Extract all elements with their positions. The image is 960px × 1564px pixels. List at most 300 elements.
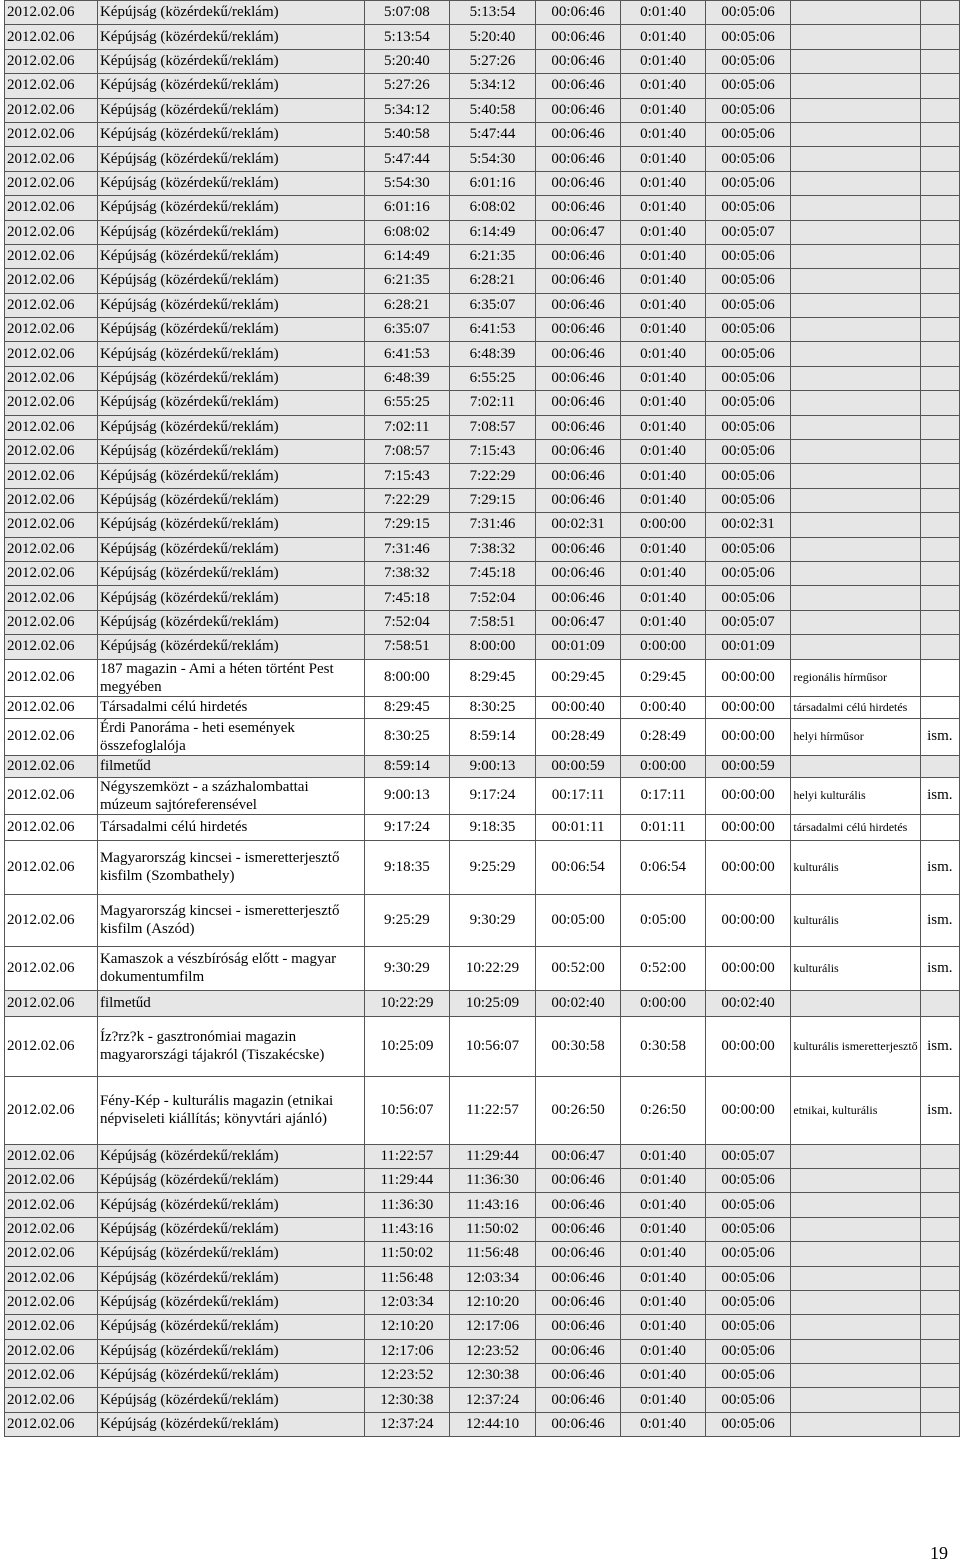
cell-dur: 00:02:31 (535, 513, 621, 537)
schedule-row (5, 561, 960, 585)
cell-diff: 00:02:40 (705, 990, 791, 1016)
cell-rec: 0:01:40 (621, 25, 705, 49)
cell-program: Négyszemközt - a százhalombattai múzeum sajtóreferensével (97, 777, 364, 814)
cell-dur: 00:06:46 (535, 318, 621, 342)
cell-program: Képújság (közérdekű/reklám) (97, 1364, 364, 1388)
cell-date: 2012.02.06 (5, 659, 98, 696)
cell-dur: 00:06:46 (535, 1193, 621, 1217)
cell-diff: 00:05:06 (705, 196, 791, 220)
cell-category (791, 244, 920, 268)
cell-rec: 0:01:40 (621, 122, 705, 146)
schedule-row (5, 269, 960, 293)
cell-rec: 0:01:40 (621, 415, 705, 439)
schedule-row (5, 220, 960, 244)
cell-dur: 00:06:46 (535, 244, 621, 268)
cell-date: 2012.02.06 (5, 561, 98, 585)
cell-program: Képújság (közérdekű/reklám) (97, 220, 364, 244)
cell-category (791, 25, 920, 49)
cell-rec: 0:01:40 (621, 1, 705, 25)
cell-date: 2012.02.06 (5, 1364, 98, 1388)
cell-category: etnikai, kulturális (791, 1076, 920, 1144)
cell-start: 6:35:07 (364, 318, 450, 342)
cell-start: 9:17:24 (364, 814, 450, 840)
schedule-row (5, 777, 960, 814)
cell-program: filmetűd (97, 990, 364, 1016)
cell-category (791, 147, 920, 171)
cell-diff: 00:05:06 (705, 440, 791, 464)
cell-dur: 00:06:46 (535, 1315, 621, 1339)
cell-rep (920, 74, 959, 98)
cell-diff: 00:05:06 (705, 171, 791, 195)
cell-category (791, 1242, 920, 1266)
schedule-row (5, 537, 960, 561)
cell-date: 2012.02.06 (5, 415, 98, 439)
schedule-table (4, 0, 960, 1437)
cell-rec: 0:28:49 (621, 718, 705, 755)
cell-rec: 0:01:40 (621, 244, 705, 268)
cell-program: Képújság (közérdekű/reklám) (97, 122, 364, 146)
cell-diff: 00:00:00 (705, 1016, 791, 1076)
cell-program: Képújság (közérdekű/reklám) (97, 171, 364, 195)
schedule-row (5, 1217, 960, 1241)
cell-date: 2012.02.06 (5, 718, 98, 755)
cell-rep (920, 293, 959, 317)
cell-date: 2012.02.06 (5, 840, 98, 894)
cell-rec: 0:01:40 (621, 171, 705, 195)
schedule-row (5, 1290, 960, 1314)
cell-end: 5:27:26 (450, 49, 536, 73)
cell-date: 2012.02.06 (5, 1217, 98, 1241)
cell-end: 11:29:44 (450, 1144, 536, 1168)
cell-start: 6:14:49 (364, 244, 450, 268)
cell-category (791, 122, 920, 146)
cell-diff: 00:05:06 (705, 1193, 791, 1217)
cell-diff: 00:02:31 (705, 513, 791, 537)
cell-rep (920, 1339, 959, 1363)
cell-end: 10:56:07 (450, 1016, 536, 1076)
cell-end: 11:22:57 (450, 1076, 536, 1144)
cell-end: 11:43:16 (450, 1193, 536, 1217)
schedule-row (5, 415, 960, 439)
cell-date: 2012.02.06 (5, 98, 98, 122)
cell-rep (920, 220, 959, 244)
cell-end: 7:22:29 (450, 464, 536, 488)
cell-rep (920, 1168, 959, 1192)
cell-dur: 00:06:46 (535, 98, 621, 122)
cell-start: 7:52:04 (364, 610, 450, 634)
cell-program: Képújság (közérdekű/reklám) (97, 464, 364, 488)
cell-end: 12:10:20 (450, 1290, 536, 1314)
cell-date: 2012.02.06 (5, 318, 98, 342)
cell-rec: 0:01:40 (621, 1242, 705, 1266)
cell-end: 5:34:12 (450, 74, 536, 98)
cell-start: 9:00:13 (364, 777, 450, 814)
cell-start: 12:03:34 (364, 1290, 450, 1314)
cell-end: 10:25:09 (450, 990, 536, 1016)
cell-dur: 00:06:46 (535, 586, 621, 610)
cell-end: 12:44:10 (450, 1412, 536, 1436)
cell-category (791, 537, 920, 561)
cell-start: 5:27:26 (364, 74, 450, 98)
cell-category (791, 635, 920, 659)
cell-dur: 00:06:46 (535, 171, 621, 195)
cell-diff: 00:05:06 (705, 1364, 791, 1388)
cell-dur: 00:06:46 (535, 488, 621, 512)
cell-diff: 00:05:06 (705, 586, 791, 610)
cell-program: Képújság (közérdekű/reklám) (97, 1388, 364, 1412)
cell-rep: ism. (920, 840, 959, 894)
cell-rep (920, 122, 959, 146)
cell-program: Képújság (közérdekű/reklám) (97, 49, 364, 73)
cell-rec: 0:01:40 (621, 1266, 705, 1290)
cell-diff: 00:00:59 (705, 755, 791, 777)
cell-diff: 00:05:07 (705, 610, 791, 634)
cell-dur: 00:06:46 (535, 415, 621, 439)
cell-dur: 00:06:46 (535, 147, 621, 171)
cell-dur: 00:06:46 (535, 269, 621, 293)
cell-dur: 00:06:46 (535, 25, 621, 49)
cell-program: Képújság (közérdekű/reklám) (97, 196, 364, 220)
cell-rep (920, 537, 959, 561)
cell-rec: 0:01:40 (621, 1339, 705, 1363)
cell-date: 2012.02.06 (5, 49, 98, 73)
cell-program: Képújság (közérdekű/reklám) (97, 1266, 364, 1290)
schedule-row (5, 1388, 960, 1412)
cell-end: 7:58:51 (450, 610, 536, 634)
cell-category (791, 318, 920, 342)
cell-diff: 00:00:00 (705, 777, 791, 814)
cell-dur: 00:06:47 (535, 1144, 621, 1168)
cell-dur: 00:06:46 (535, 1242, 621, 1266)
cell-date: 2012.02.06 (5, 1016, 98, 1076)
cell-program: Képújság (közérdekű/reklám) (97, 1242, 364, 1266)
cell-rec: 0:01:40 (621, 196, 705, 220)
cell-diff: 00:00:00 (705, 718, 791, 755)
cell-start: 10:56:07 (364, 1076, 450, 1144)
cell-end: 8:29:45 (450, 659, 536, 696)
cell-end: 12:03:34 (450, 1266, 536, 1290)
cell-date: 2012.02.06 (5, 1266, 98, 1290)
cell-category (791, 1364, 920, 1388)
cell-rep (920, 755, 959, 777)
cell-date: 2012.02.06 (5, 269, 98, 293)
cell-program: Képújság (közérdekű/reklám) (97, 440, 364, 464)
cell-start: 11:29:44 (364, 1168, 450, 1192)
cell-program: Magyarország kincsei - ismeretterjesztő kisfilm (Aszód) (97, 894, 364, 946)
cell-category: regionális hírműsor (791, 659, 920, 696)
cell-diff: 00:05:06 (705, 1168, 791, 1192)
cell-start: 6:48:39 (364, 366, 450, 390)
cell-end: 9:30:29 (450, 894, 536, 946)
cell-rep (920, 1193, 959, 1217)
cell-program: filmetűd (97, 755, 364, 777)
cell-program: Képújság (közérdekű/reklám) (97, 98, 364, 122)
cell-rec: 0:01:40 (621, 342, 705, 366)
cell-rep: ism. (920, 894, 959, 946)
cell-start: 12:30:38 (364, 1388, 450, 1412)
cell-rep (920, 513, 959, 537)
cell-end: 7:38:32 (450, 537, 536, 561)
cell-rep (920, 659, 959, 696)
cell-category (791, 196, 920, 220)
cell-program: Képújság (közérdekű/reklám) (97, 586, 364, 610)
cell-program: Társadalmi célú hirdetés (97, 696, 364, 718)
cell-diff: 00:05:06 (705, 464, 791, 488)
cell-date: 2012.02.06 (5, 196, 98, 220)
cell-program: Képújság (közérdekű/reklám) (97, 74, 364, 98)
schedule-row (5, 1242, 960, 1266)
cell-rep (920, 1388, 959, 1412)
cell-category: helyi hírműsor (791, 718, 920, 755)
cell-rep (920, 1412, 959, 1436)
cell-category (791, 1290, 920, 1314)
cell-diff: 00:05:06 (705, 147, 791, 171)
cell-program: Íz?rz?k - gasztronómiai magazin magyarországi tájakról (Tiszakécske) (97, 1016, 364, 1076)
cell-dur: 00:06:46 (535, 1217, 621, 1241)
cell-category (791, 610, 920, 634)
cell-date: 2012.02.06 (5, 1076, 98, 1144)
cell-category: kulturális ismeretterjesztő (791, 1016, 920, 1076)
schedule-row (5, 1364, 960, 1388)
cell-date: 2012.02.06 (5, 894, 98, 946)
cell-rep (920, 1242, 959, 1266)
cell-end: 7:15:43 (450, 440, 536, 464)
cell-date: 2012.02.06 (5, 74, 98, 98)
schedule-row (5, 342, 960, 366)
cell-end: 8:59:14 (450, 718, 536, 755)
cell-dur: 00:26:50 (535, 1076, 621, 1144)
cell-rep (920, 147, 959, 171)
cell-program: Képújság (közérdekű/reklám) (97, 147, 364, 171)
cell-rep (920, 25, 959, 49)
cell-start: 9:18:35 (364, 840, 450, 894)
cell-start: 5:13:54 (364, 25, 450, 49)
cell-diff: 00:05:06 (705, 488, 791, 512)
cell-dur: 00:02:40 (535, 990, 621, 1016)
cell-diff: 00:05:07 (705, 220, 791, 244)
cell-rep (920, 171, 959, 195)
cell-diff: 00:05:06 (705, 1412, 791, 1436)
cell-category (791, 440, 920, 464)
cell-date: 2012.02.06 (5, 586, 98, 610)
cell-start: 7:45:18 (364, 586, 450, 610)
cell-rep (920, 610, 959, 634)
cell-date: 2012.02.06 (5, 122, 98, 146)
cell-start: 9:25:29 (364, 894, 450, 946)
schedule-row (5, 1412, 960, 1436)
cell-start: 6:21:35 (364, 269, 450, 293)
cell-rec: 0:01:40 (621, 1412, 705, 1436)
cell-start: 8:59:14 (364, 755, 450, 777)
cell-diff: 00:00:00 (705, 946, 791, 990)
cell-rec: 0:52:00 (621, 946, 705, 990)
cell-program: Képújság (közérdekű/reklám) (97, 488, 364, 512)
cell-rec: 0:01:40 (621, 98, 705, 122)
cell-end: 7:52:04 (450, 586, 536, 610)
cell-start: 10:22:29 (364, 990, 450, 1016)
schedule-row (5, 366, 960, 390)
cell-program: Képújság (közérdekű/reklám) (97, 610, 364, 634)
cell-diff: 00:05:06 (705, 122, 791, 146)
cell-start: 12:37:24 (364, 1412, 450, 1436)
schedule-row (5, 513, 960, 537)
cell-category: társadalmi célú hirdetés (791, 814, 920, 840)
schedule-row (5, 488, 960, 512)
cell-diff: 00:05:06 (705, 1, 791, 25)
schedule-row (5, 946, 960, 990)
cell-end: 8:30:25 (450, 696, 536, 718)
cell-start: 10:25:09 (364, 1016, 450, 1076)
cell-rec: 0:01:40 (621, 391, 705, 415)
cell-rep (920, 342, 959, 366)
schedule-row (5, 1076, 960, 1144)
cell-date: 2012.02.06 (5, 1412, 98, 1436)
cell-end: 7:08:57 (450, 415, 536, 439)
cell-date: 2012.02.06 (5, 1144, 98, 1168)
cell-rep (920, 415, 959, 439)
cell-diff: 00:05:06 (705, 1266, 791, 1290)
cell-rec: 0:26:50 (621, 1076, 705, 1144)
cell-rec: 0:00:00 (621, 755, 705, 777)
cell-rep (920, 391, 959, 415)
cell-dur: 00:06:47 (535, 610, 621, 634)
cell-rec: 0:01:40 (621, 220, 705, 244)
cell-dur: 00:06:46 (535, 293, 621, 317)
cell-category (791, 1412, 920, 1436)
schedule-row (5, 755, 960, 777)
cell-dur: 00:06:46 (535, 49, 621, 73)
cell-program: Képújság (közérdekű/reklám) (97, 366, 364, 390)
cell-rep (920, 98, 959, 122)
cell-date: 2012.02.06 (5, 1339, 98, 1363)
cell-date: 2012.02.06 (5, 1242, 98, 1266)
schedule-row (5, 635, 960, 659)
schedule-row (5, 1315, 960, 1339)
cell-dur: 00:52:00 (535, 946, 621, 990)
cell-start: 11:43:16 (364, 1217, 450, 1241)
cell-rec: 0:01:40 (621, 1364, 705, 1388)
cell-end: 5:13:54 (450, 1, 536, 25)
cell-end: 9:25:29 (450, 840, 536, 894)
cell-rec: 0:01:40 (621, 1315, 705, 1339)
cell-category (791, 342, 920, 366)
cell-rec: 0:01:40 (621, 561, 705, 585)
cell-diff: 00:05:06 (705, 561, 791, 585)
cell-diff: 00:05:06 (705, 49, 791, 73)
cell-rep (920, 1, 959, 25)
cell-category (791, 98, 920, 122)
cell-rep (920, 366, 959, 390)
cell-category (791, 1339, 920, 1363)
cell-end: 5:47:44 (450, 122, 536, 146)
cell-dur: 00:06:46 (535, 440, 621, 464)
cell-dur: 00:00:59 (535, 755, 621, 777)
schedule-body (5, 1, 960, 1437)
cell-rec: 0:01:40 (621, 1168, 705, 1192)
cell-category (791, 171, 920, 195)
cell-start: 6:01:16 (364, 196, 450, 220)
cell-end: 6:41:53 (450, 318, 536, 342)
cell-end: 7:29:15 (450, 488, 536, 512)
cell-category (791, 513, 920, 537)
cell-start: 8:30:25 (364, 718, 450, 755)
cell-rep (920, 1144, 959, 1168)
cell-dur: 00:06:46 (535, 196, 621, 220)
cell-date: 2012.02.06 (5, 391, 98, 415)
cell-program: Képújság (közérdekű/reklám) (97, 1290, 364, 1314)
cell-start: 7:29:15 (364, 513, 450, 537)
cell-rec: 0:17:11 (621, 777, 705, 814)
cell-diff: 00:05:06 (705, 74, 791, 98)
cell-dur: 00:00:40 (535, 696, 621, 718)
cell-end: 6:55:25 (450, 366, 536, 390)
cell-rep (920, 1315, 959, 1339)
cell-rep (920, 696, 959, 718)
cell-program: Képújság (közérdekű/reklám) (97, 1339, 364, 1363)
cell-diff: 00:00:00 (705, 814, 791, 840)
cell-rep (920, 814, 959, 840)
cell-dur: 00:06:47 (535, 220, 621, 244)
cell-end: 6:08:02 (450, 196, 536, 220)
cell-diff: 00:01:09 (705, 635, 791, 659)
cell-category: helyi kulturális (791, 777, 920, 814)
cell-category (791, 391, 920, 415)
cell-dur: 00:30:58 (535, 1016, 621, 1076)
cell-date: 2012.02.06 (5, 610, 98, 634)
cell-date: 2012.02.06 (5, 946, 98, 990)
cell-category: kulturális (791, 840, 920, 894)
cell-program: Képújság (közérdekű/reklám) (97, 415, 364, 439)
cell-dur: 00:06:46 (535, 561, 621, 585)
cell-category (791, 220, 920, 244)
cell-date: 2012.02.06 (5, 220, 98, 244)
cell-dur: 00:06:46 (535, 537, 621, 561)
schedule-row (5, 1266, 960, 1290)
cell-diff: 00:00:00 (705, 696, 791, 718)
cell-start: 5:34:12 (364, 98, 450, 122)
cell-date: 2012.02.06 (5, 147, 98, 171)
cell-diff: 00:05:06 (705, 1290, 791, 1314)
cell-end: 11:56:48 (450, 1242, 536, 1266)
cell-dur: 00:17:11 (535, 777, 621, 814)
cell-category (791, 1193, 920, 1217)
cell-dur: 00:06:46 (535, 1364, 621, 1388)
cell-end: 12:30:38 (450, 1364, 536, 1388)
cell-program: Képújság (közérdekű/reklám) (97, 537, 364, 561)
schedule-row (5, 440, 960, 464)
cell-rec: 0:00:40 (621, 696, 705, 718)
cell-diff: 00:05:06 (705, 25, 791, 49)
cell-category (791, 586, 920, 610)
cell-date: 2012.02.06 (5, 244, 98, 268)
schedule-row (5, 74, 960, 98)
cell-category (791, 464, 920, 488)
cell-rec: 0:01:40 (621, 610, 705, 634)
schedule-row (5, 147, 960, 171)
cell-start: 11:22:57 (364, 1144, 450, 1168)
schedule-row (5, 894, 960, 946)
cell-end: 5:20:40 (450, 25, 536, 49)
cell-start: 5:07:08 (364, 1, 450, 25)
cell-diff: 00:05:06 (705, 244, 791, 268)
cell-date: 2012.02.06 (5, 814, 98, 840)
cell-diff: 00:05:06 (705, 391, 791, 415)
cell-start: 6:28:21 (364, 293, 450, 317)
cell-end: 6:35:07 (450, 293, 536, 317)
cell-rep: ism. (920, 946, 959, 990)
cell-diff: 00:05:06 (705, 318, 791, 342)
cell-program: Képújság (közérdekű/reklám) (97, 269, 364, 293)
